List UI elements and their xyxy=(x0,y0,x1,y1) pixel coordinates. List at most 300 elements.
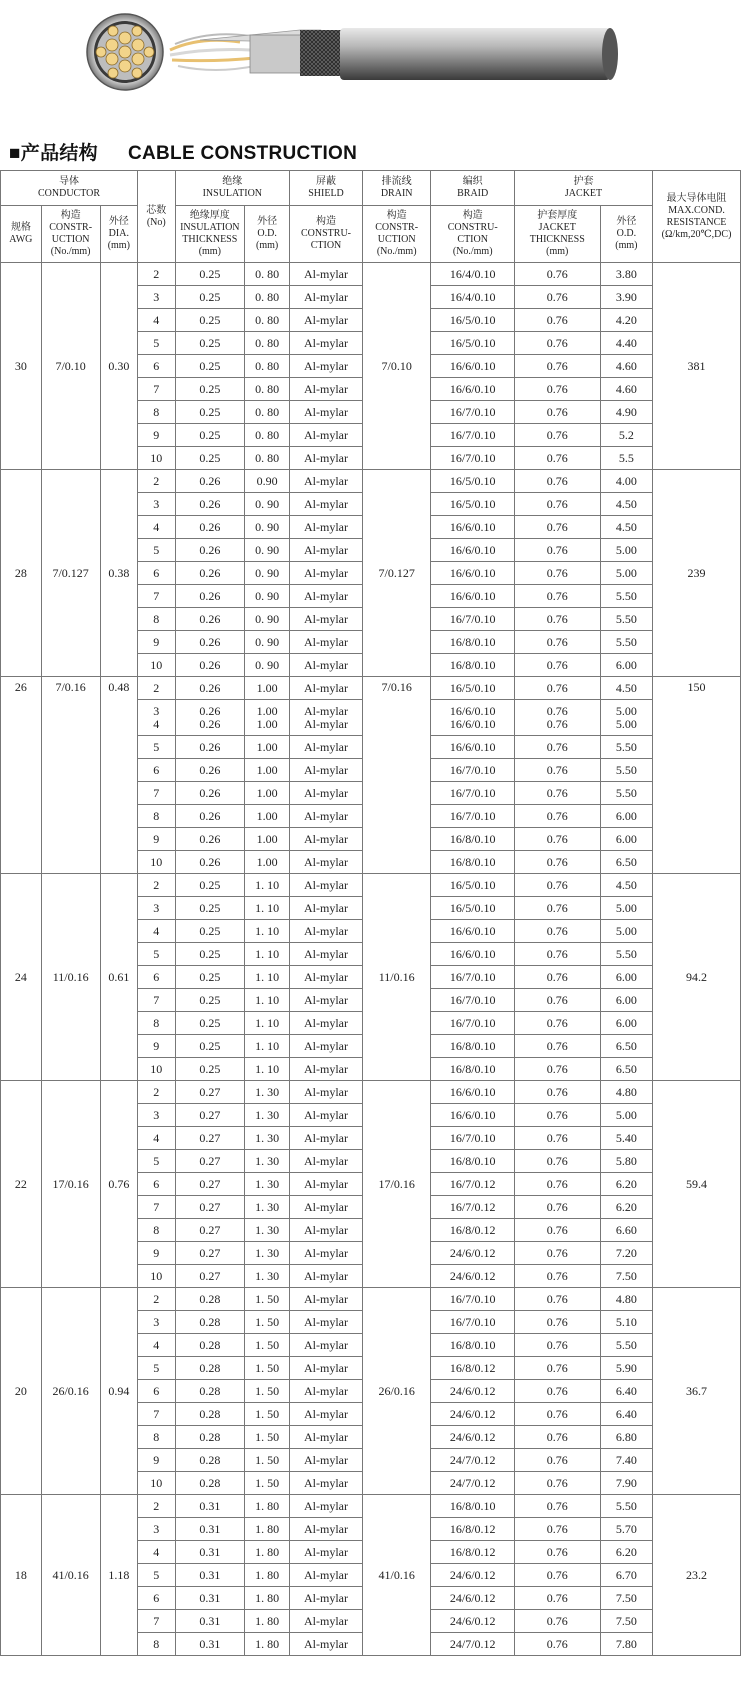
braid-cell: 16/6/0.10 xyxy=(431,562,515,585)
ins-thickness-cell: 0.27 xyxy=(175,1104,245,1127)
shield-cell: Al-mylar xyxy=(290,1265,363,1288)
jacket-od-cell: 3.90 xyxy=(600,286,652,309)
jacket-od-cell: 6.50 xyxy=(600,1035,652,1058)
shield-cell: Al-mylar xyxy=(290,1495,363,1518)
conductor-od-cell: 0.94 xyxy=(100,1288,137,1495)
table-row xyxy=(1,677,741,700)
shield-cell: Al-mylar xyxy=(290,355,363,378)
ins-thickness-cell: 0.25 xyxy=(175,966,245,989)
jacket-thickness-cell: 0.76 xyxy=(514,1357,600,1380)
table-row xyxy=(1,1288,741,1311)
ins-od-cell: 1. 80 xyxy=(245,1495,290,1518)
cores-cell: 6 xyxy=(138,759,175,782)
header-cores: 芯数 (No) xyxy=(138,171,175,263)
shield-cell: Al-mylar xyxy=(290,943,363,966)
jacket-od-cell: 6.20 xyxy=(600,1173,652,1196)
shield-cell: Al-mylar xyxy=(290,401,363,424)
ins-thickness-cell: 0.28 xyxy=(175,1403,245,1426)
ins-od-cell: 0. 80 xyxy=(245,309,290,332)
cores-cell: 10 xyxy=(138,851,175,874)
shield-cell: Al-mylar xyxy=(290,782,363,805)
ins-thickness-cell: 0.25 xyxy=(175,989,245,1012)
braid-cell: 16/6/0.10 xyxy=(431,943,515,966)
jacket-thickness-cell: 0.76 xyxy=(514,309,600,332)
jacket-thickness-cell: 0.76 xyxy=(514,1104,600,1127)
header-braid-construction: 构造 CONSTRU- CTION (No./mm) xyxy=(431,206,515,263)
title-en: CABLE CONSTRUCTION xyxy=(127,143,358,164)
braid-cell: 16/6/0.10 16/6/0.10 xyxy=(431,700,515,736)
cores-cell: 2 xyxy=(138,1288,175,1311)
ins-od-cell: 1. 10 xyxy=(245,943,290,966)
jacket-thickness-cell: 0.76 xyxy=(514,447,600,470)
jacket-od-cell: 5.50 xyxy=(600,1334,652,1357)
jacket-od-cell: 6.00 xyxy=(600,1012,652,1035)
braid-cell: 24/6/0.12 xyxy=(431,1380,515,1403)
braid-cell: 16/5/0.10 xyxy=(431,897,515,920)
cores-cell: 9 xyxy=(138,1035,175,1058)
jacket-od-cell: 4.80 xyxy=(600,1081,652,1104)
braid-cell: 16/7/0.12 xyxy=(431,1196,515,1219)
spec-table-body xyxy=(1,263,741,1656)
cores-cell: 9 xyxy=(138,424,175,447)
ins-thickness-cell: 0.26 0.26 xyxy=(175,700,245,736)
jacket-thickness-cell: 0.76 xyxy=(514,332,600,355)
ins-thickness-cell: 0.28 xyxy=(175,1426,245,1449)
cores-cell: 7 xyxy=(138,989,175,1012)
jacket-od-cell: 5.50 xyxy=(600,1495,652,1518)
max-resistance-cell: 36.7 xyxy=(653,1288,741,1495)
jacket-od-cell: 5.00 5.00 xyxy=(600,700,652,736)
shield-cell: Al-mylar xyxy=(290,736,363,759)
shield-cell: Al-mylar xyxy=(290,805,363,828)
jacket-od-cell: 4.50 xyxy=(600,874,652,897)
jacket-thickness-cell: 0.76 xyxy=(514,736,600,759)
ins-thickness-cell: 0.28 xyxy=(175,1380,245,1403)
jacket-thickness-cell: 0.76 xyxy=(514,1610,600,1633)
cores-cell: 10 xyxy=(138,447,175,470)
ins-thickness-cell: 0.25 xyxy=(175,309,245,332)
shield-cell: Al-mylar xyxy=(290,378,363,401)
header-awg: 规格 AWG xyxy=(1,206,42,263)
shield-cell: Al-mylar xyxy=(290,631,363,654)
ins-od-cell: 0. 80 xyxy=(245,378,290,401)
jacket-thickness-cell: 0.76 xyxy=(514,782,600,805)
ins-od-cell: 1.00 1.00 xyxy=(245,700,290,736)
jacket-thickness-cell: 0.76 xyxy=(514,1127,600,1150)
ins-thickness-cell: 0.26 xyxy=(175,736,245,759)
jacket-od-cell: 4.60 xyxy=(600,355,652,378)
drain-construction-cell: 7/0.16 xyxy=(362,677,431,874)
shield-cell: Al-mylar xyxy=(290,585,363,608)
braid-cell: 16/7/0.12 xyxy=(431,1173,515,1196)
braid-cell: 16/8/0.12 xyxy=(431,1357,515,1380)
ins-thickness-cell: 0.25 xyxy=(175,378,245,401)
cores-cell: 8 xyxy=(138,608,175,631)
shield-cell: Al-mylar xyxy=(290,1311,363,1334)
ins-od-cell: 1. 30 xyxy=(245,1219,290,1242)
conductor-od-cell: 0.76 xyxy=(100,1081,137,1288)
jacket-od-cell: 6.00 xyxy=(600,828,652,851)
braid-cell: 16/6/0.10 xyxy=(431,378,515,401)
cores-cell: 3 xyxy=(138,1104,175,1127)
header-shield: 屏蔽 SHIELD xyxy=(290,171,363,206)
braid-cell: 24/6/0.12 xyxy=(431,1587,515,1610)
shield-cell: Al-mylar xyxy=(290,654,363,677)
cores-cell: 7 xyxy=(138,1196,175,1219)
ins-od-cell: 1. 30 xyxy=(245,1150,290,1173)
cores-cell: 5 xyxy=(138,1150,175,1173)
braid-cell: 24/6/0.12 xyxy=(431,1265,515,1288)
ins-od-cell: 0. 80 xyxy=(245,263,290,286)
ins-od-cell: 1. 80 xyxy=(245,1541,290,1564)
section-title xyxy=(9,138,357,165)
jacket-od-cell: 4.40 xyxy=(600,332,652,355)
jacket-od-cell: 4.80 xyxy=(600,1288,652,1311)
ins-od-cell: 1. 10 xyxy=(245,1012,290,1035)
cores-cell: 4 xyxy=(138,516,175,539)
header-insulation: 绝缘 INSULATION xyxy=(175,171,290,206)
ins-od-cell: 1. 50 xyxy=(245,1403,290,1426)
cores-cell: 2 xyxy=(138,263,175,286)
conductor-construction-cell: 41/0.16 xyxy=(41,1495,100,1656)
shield-cell: Al-mylar xyxy=(290,1081,363,1104)
cores-cell: 9 xyxy=(138,828,175,851)
ins-thickness-cell: 0.26 xyxy=(175,631,245,654)
title-marker: ■ xyxy=(9,143,21,164)
shield-cell: Al-mylar xyxy=(290,309,363,332)
shield-cell: Al-mylar xyxy=(290,263,363,286)
shield-cell: Al-mylar xyxy=(290,1219,363,1242)
ins-od-cell: 0. 80 xyxy=(245,332,290,355)
cores-cell: 3 xyxy=(138,1518,175,1541)
shield-cell: Al-mylar xyxy=(290,851,363,874)
shield-cell: Al-mylar xyxy=(290,1150,363,1173)
ins-od-cell: 1. 80 xyxy=(245,1610,290,1633)
jacket-thickness-cell: 0.76 xyxy=(514,943,600,966)
ins-thickness-cell: 0.27 xyxy=(175,1219,245,1242)
header-ins-od: 外径 O.D. (mm) xyxy=(245,206,290,263)
conductor-construction-cell: 7/0.16 xyxy=(41,677,100,874)
shield-cell: Al-mylar xyxy=(290,1564,363,1587)
ins-od-cell: 0. 90 xyxy=(245,654,290,677)
jacket-thickness-cell: 0.76 xyxy=(514,470,600,493)
cores-cell: 9 xyxy=(138,1242,175,1265)
ins-od-cell: 1.00 xyxy=(245,736,290,759)
braid-cell: 16/7/0.10 xyxy=(431,424,515,447)
ins-thickness-cell: 0.25 xyxy=(175,401,245,424)
jacket-thickness-cell: 0.76 xyxy=(514,966,600,989)
shield-cell: Al-mylar xyxy=(290,897,363,920)
jacket-od-cell: 5.80 xyxy=(600,1150,652,1173)
ins-od-cell: 1. 30 xyxy=(245,1104,290,1127)
jacket-thickness-cell: 0.76 xyxy=(514,1150,600,1173)
ins-od-cell: 1. 10 xyxy=(245,920,290,943)
jacket-thickness-cell: 0.76 xyxy=(514,516,600,539)
awg-cell: 22 xyxy=(1,1081,42,1288)
ins-thickness-cell: 0.27 xyxy=(175,1150,245,1173)
cores-cell: 8 xyxy=(138,1219,175,1242)
shield-cell: Al-mylar xyxy=(290,562,363,585)
ins-thickness-cell: 0.26 xyxy=(175,493,245,516)
ins-thickness-cell: 0.25 xyxy=(175,332,245,355)
jacket-od-cell: 5.50 xyxy=(600,943,652,966)
ins-thickness-cell: 0.28 xyxy=(175,1472,245,1495)
ins-thickness-cell: 0.25 xyxy=(175,874,245,897)
ins-od-cell: 1. 10 xyxy=(245,897,290,920)
shield-cell: Al-mylar xyxy=(290,332,363,355)
jacket-thickness-cell: 0.76 xyxy=(514,1472,600,1495)
braid-cell: 16/5/0.10 xyxy=(431,332,515,355)
jacket-od-cell: 5.50 xyxy=(600,608,652,631)
jacket-thickness-cell: 0.76 xyxy=(514,1633,600,1656)
jacket-od-cell: 5.50 xyxy=(600,585,652,608)
braid-cell: 16/7/0.10 xyxy=(431,1311,515,1334)
header-shield-construction: 构造 CONSTRU- CTION xyxy=(290,206,363,263)
ins-thickness-cell: 0.28 xyxy=(175,1288,245,1311)
ins-od-cell: 1. 50 xyxy=(245,1472,290,1495)
cores-cell: 8 xyxy=(138,1633,175,1656)
jacket-thickness-cell: 0.76 xyxy=(514,1196,600,1219)
shield-cell: Al-mylar xyxy=(290,424,363,447)
drain-construction-cell: 17/0.16 xyxy=(362,1081,431,1288)
ins-od-cell: 0. 90 xyxy=(245,608,290,631)
braid-cell: 16/8/0.10 xyxy=(431,828,515,851)
jacket-od-cell: 6.00 xyxy=(600,805,652,828)
ins-od-cell: 0. 90 xyxy=(245,539,290,562)
shield-cell: Al-mylar Al-mylar xyxy=(290,700,363,736)
ins-od-cell: 0. 80 xyxy=(245,424,290,447)
braid-cell: 16/5/0.10 xyxy=(431,677,515,700)
shield-cell: Al-mylar xyxy=(290,966,363,989)
shield-cell: Al-mylar xyxy=(290,1426,363,1449)
shield-cell: Al-mylar xyxy=(290,1288,363,1311)
drain-construction-cell: 41/0.16 xyxy=(362,1495,431,1656)
ins-thickness-cell: 0.28 xyxy=(175,1357,245,1380)
ins-od-cell: 1. 80 xyxy=(245,1518,290,1541)
title-cn: 产品结构 xyxy=(20,143,98,164)
cores-cell: 9 xyxy=(138,1449,175,1472)
header-resistance: 最大导体电阻 MAX.COND. RESISTANCE (Ω/km,20℃,DC) xyxy=(653,171,741,263)
table-row xyxy=(1,263,741,286)
ins-thickness-cell: 0.26 xyxy=(175,782,245,805)
ins-od-cell: 0. 90 xyxy=(245,585,290,608)
cores-cell: 5 xyxy=(138,1357,175,1380)
cores-cell: 3 xyxy=(138,493,175,516)
ins-thickness-cell: 0.27 xyxy=(175,1265,245,1288)
braid-cell: 16/7/0.10 xyxy=(431,759,515,782)
braid-cell: 16/7/0.10 xyxy=(431,447,515,470)
ins-od-cell: 1. 30 xyxy=(245,1127,290,1150)
cores-cell: 3 xyxy=(138,897,175,920)
braid-cell: 16/4/0.10 xyxy=(431,286,515,309)
conductor-od-cell: 0.30 xyxy=(100,263,137,470)
cores-cell: 4 xyxy=(138,1127,175,1150)
jacket-od-cell: 5.00 xyxy=(600,920,652,943)
ins-od-cell: 1. 50 xyxy=(245,1334,290,1357)
ins-od-cell: 0.90 xyxy=(245,470,290,493)
conductor-od-cell: 0.38 xyxy=(100,470,137,677)
jacket-od-cell: 5.50 xyxy=(600,631,652,654)
braid-cell: 16/7/0.10 xyxy=(431,966,515,989)
ins-od-cell: 1.00 xyxy=(245,828,290,851)
conductor-construction-cell: 17/0.16 xyxy=(41,1081,100,1288)
ins-od-cell: 1. 50 xyxy=(245,1449,290,1472)
shield-cell: Al-mylar xyxy=(290,1633,363,1656)
ins-thickness-cell: 0.31 xyxy=(175,1518,245,1541)
jacket-od-cell: 6.50 xyxy=(600,1058,652,1081)
ins-thickness-cell: 0.25 xyxy=(175,920,245,943)
jacket-thickness-cell: 0.76 xyxy=(514,1495,600,1518)
jacket-thickness-cell: 0.76 xyxy=(514,805,600,828)
jacket-thickness-cell: 0.76 xyxy=(514,828,600,851)
jacket-od-cell: 5.50 xyxy=(600,782,652,805)
cores-cell: 4 xyxy=(138,1541,175,1564)
header-cond-od: 外径 DIA. (mm) xyxy=(100,206,137,263)
braid-cell: 16/8/0.12 xyxy=(431,1541,515,1564)
jacket-thickness-cell: 0.76 xyxy=(514,1058,600,1081)
cores-cell: 6 xyxy=(138,1173,175,1196)
ins-thickness-cell: 0.25 xyxy=(175,1035,245,1058)
cable-cross-section xyxy=(87,14,163,90)
jacket-thickness-cell: 0.76 xyxy=(514,677,600,700)
cores-cell: 4 xyxy=(138,920,175,943)
jacket-od-cell: 4.00 xyxy=(600,470,652,493)
jacket-thickness-cell: 0.76 xyxy=(514,759,600,782)
ins-thickness-cell: 0.31 xyxy=(175,1495,245,1518)
jacket-thickness-cell: 0.76 xyxy=(514,1380,600,1403)
awg-cell: 18 xyxy=(1,1495,42,1656)
braid-cell: 16/7/0.10 xyxy=(431,1012,515,1035)
ins-thickness-cell: 0.31 xyxy=(175,1541,245,1564)
ins-thickness-cell: 0.28 xyxy=(175,1334,245,1357)
jacket-od-cell: 3.80 xyxy=(600,263,652,286)
shield-cell: Al-mylar xyxy=(290,539,363,562)
jacket-od-cell: 6.00 xyxy=(600,654,652,677)
ins-od-cell: 1. 10 xyxy=(245,989,290,1012)
cores-cell: 3 4 xyxy=(138,700,175,736)
jacket-od-cell: 6.50 xyxy=(600,851,652,874)
jacket-thickness-cell: 0.76 xyxy=(514,1541,600,1564)
shield-cell: Al-mylar xyxy=(290,608,363,631)
jacket-od-cell: 6.60 xyxy=(600,1219,652,1242)
ins-thickness-cell: 0.25 xyxy=(175,447,245,470)
table-row xyxy=(1,1495,741,1518)
jacket-thickness-cell: 0.76 xyxy=(514,989,600,1012)
ins-od-cell: 1. 80 xyxy=(245,1587,290,1610)
braid-cell: 16/7/0.10 xyxy=(431,805,515,828)
shield-cell: Al-mylar xyxy=(290,1242,363,1265)
jacket-od-cell: 7.50 xyxy=(600,1265,652,1288)
jacket-thickness-cell: 0.76 0.76 xyxy=(514,700,600,736)
braid-cell: 24/6/0.12 xyxy=(431,1564,515,1587)
shield-cell: Al-mylar xyxy=(290,1403,363,1426)
jacket-od-cell: 5.40 xyxy=(600,1127,652,1150)
cores-cell: 7 xyxy=(138,378,175,401)
jacket-od-cell: 4.50 xyxy=(600,516,652,539)
jacket-thickness-cell: 0.76 xyxy=(514,1173,600,1196)
header-drain-construction: 构造 CONSTR- UCTION (No./mm) xyxy=(362,206,431,263)
braid-cell: 16/8/0.10 xyxy=(431,851,515,874)
ins-thickness-cell: 0.31 xyxy=(175,1610,245,1633)
cores-cell: 10 xyxy=(138,1058,175,1081)
jacket-od-cell: 7.80 xyxy=(600,1633,652,1656)
shield-cell: Al-mylar xyxy=(290,1472,363,1495)
ins-od-cell: 1. 10 xyxy=(245,1035,290,1058)
ins-thickness-cell: 0.26 xyxy=(175,562,245,585)
awg-cell: 30 xyxy=(1,263,42,470)
ins-thickness-cell: 0.26 xyxy=(175,654,245,677)
cores-cell: 7 xyxy=(138,1403,175,1426)
header-jacket-thickness: 护套厚度 JACKET THICKNESS (mm) xyxy=(514,206,600,263)
cores-cell: 5 xyxy=(138,332,175,355)
ins-thickness-cell: 0.27 xyxy=(175,1173,245,1196)
jacket-od-cell: 7.50 xyxy=(600,1610,652,1633)
cores-cell: 5 xyxy=(138,539,175,562)
jacket-thickness-cell: 0.76 xyxy=(514,1449,600,1472)
table-row xyxy=(1,874,741,897)
shield-cell: Al-mylar xyxy=(290,1380,363,1403)
awg-cell: 26 xyxy=(1,677,42,874)
ins-od-cell: 1. 10 xyxy=(245,966,290,989)
jacket-od-cell: 6.00 xyxy=(600,989,652,1012)
header-ins-thickness: 绝缘厚度 INSULATION THICKNESS (mm) xyxy=(175,206,245,263)
jacket-thickness-cell: 0.76 xyxy=(514,1564,600,1587)
jacket-thickness-cell: 0.76 xyxy=(514,1219,600,1242)
jacket-od-cell: 5.50 xyxy=(600,759,652,782)
shield-cell: Al-mylar xyxy=(290,874,363,897)
shield-cell: Al-mylar xyxy=(290,1058,363,1081)
ins-od-cell: 0. 80 xyxy=(245,401,290,424)
braid-cell: 16/7/0.10 xyxy=(431,989,515,1012)
ins-od-cell: 1.00 xyxy=(245,782,290,805)
header-jacket-od: 外径 O.D. (mm) xyxy=(600,206,652,263)
jacket-thickness-cell: 0.76 xyxy=(514,263,600,286)
conductor-od-cell: 0.61 xyxy=(100,874,137,1081)
jacket-od-cell: 4.50 xyxy=(600,493,652,516)
awg-cell: 28 xyxy=(1,470,42,677)
shield-cell: Al-mylar xyxy=(290,1587,363,1610)
cores-cell: 3 xyxy=(138,286,175,309)
ins-thickness-cell: 0.26 xyxy=(175,539,245,562)
header-jacket: 护套 JACKET xyxy=(514,171,652,206)
jacket-thickness-cell: 0.76 xyxy=(514,920,600,943)
shield-cell: Al-mylar xyxy=(290,920,363,943)
ins-od-cell: 0. 90 xyxy=(245,493,290,516)
cores-cell: 2 xyxy=(138,1495,175,1518)
ins-thickness-cell: 0.26 xyxy=(175,677,245,700)
header-cond-construction: 构造 CONSTR- UCTION (No./mm) xyxy=(41,206,100,263)
jacket-od-cell: 4.60 xyxy=(600,378,652,401)
cores-cell: 10 xyxy=(138,1472,175,1495)
braid-cell: 16/8/0.12 xyxy=(431,1219,515,1242)
cores-cell: 5 xyxy=(138,1564,175,1587)
shield-cell: Al-mylar xyxy=(290,447,363,470)
ins-od-cell: 1. 10 xyxy=(245,874,290,897)
jacket-od-cell: 5.70 xyxy=(600,1518,652,1541)
jacket-thickness-cell: 0.76 xyxy=(514,493,600,516)
braid-cell: 24/6/0.12 xyxy=(431,1242,515,1265)
braid-cell: 16/8/0.10 xyxy=(431,1058,515,1081)
ins-thickness-cell: 0.25 xyxy=(175,263,245,286)
max-resistance-cell: 94.2 xyxy=(653,874,741,1081)
max-resistance-cell: 23.2 xyxy=(653,1495,741,1656)
jacket-thickness-cell: 0.76 xyxy=(514,401,600,424)
braid-cell: 24/6/0.12 xyxy=(431,1403,515,1426)
cores-cell: 8 xyxy=(138,1426,175,1449)
braid-cell: 16/8/0.10 xyxy=(431,654,515,677)
shield-cell: Al-mylar xyxy=(290,470,363,493)
jacket-od-cell: 7.40 xyxy=(600,1449,652,1472)
